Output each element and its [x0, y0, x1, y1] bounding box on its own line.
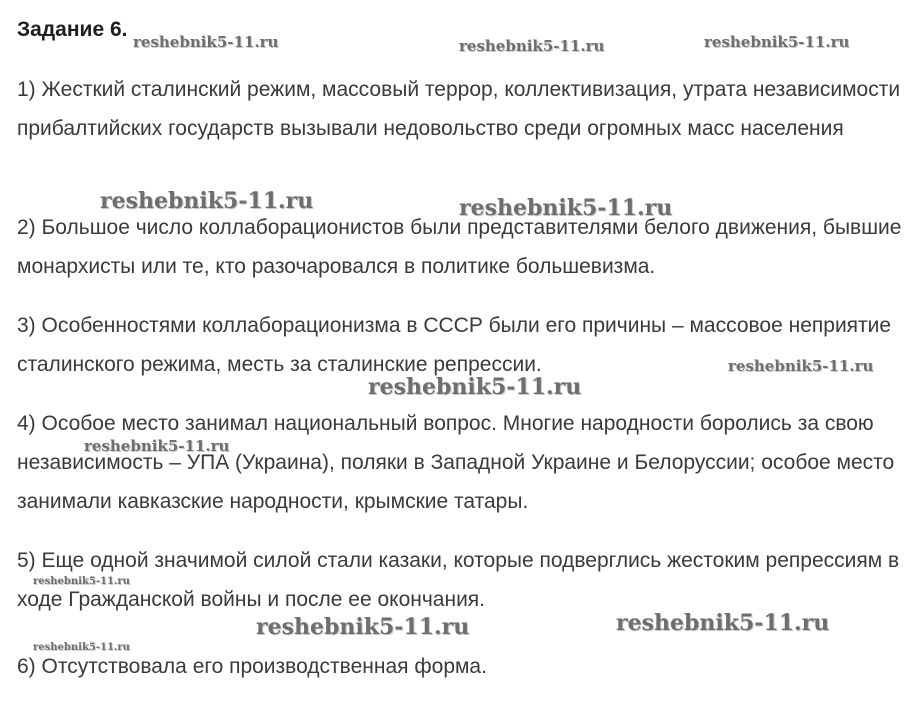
answer-paragraph-6: 6) Отсутствовала его производственная форма. — [17, 655, 487, 678]
answer-paragraph-2: 2) Большое число коллаборационистов были представителями белого движения, бывшие монархисты или те, кто разочаровался в политике большевизма. — [17, 216, 902, 278]
watermark: reshebnik5-11.ru — [616, 610, 830, 636]
watermark: reshebnik5-11.ru — [100, 188, 314, 214]
watermark: reshebnik5-11.ru — [728, 357, 874, 375]
answer-paragraph-3: 3) Особенностями коллаборационизма в СССР были его причины – массовое неприятие сталинского режима, месть за сталинские репрессии. — [17, 314, 892, 376]
watermark: reshebnik5-11.ru — [33, 642, 130, 653]
watermark: reshebnik5-11.ru — [368, 374, 582, 400]
answer-paragraph-1: 1) Жесткий сталинский режим, массовый террор, коллективизация, утрата независимости прибалтийских государств вызывали недовольство среди огромных масс населения — [17, 78, 901, 140]
watermark: reshebnik5-11.ru — [704, 33, 850, 51]
watermark: reshebnik5-11.ru — [459, 195, 673, 221]
answer-paragraph-5: 5) Еще одной значимой силой стали казаки, которые подверглись жестоким репрессиям в ходе Гражданской войны и после ее окончания. — [17, 549, 900, 611]
watermark: reshebnik5-11.ru — [33, 576, 130, 587]
watermark: reshebnik5-11.ru — [459, 37, 605, 55]
answer-paragraph-4: 4) Особое место занимал национальный вопрос. Многие народности боролись за свою независимость – УПА (Украина), поляки в Западной Украине и Белоруссии; особое место занимали кавказские народности, крымские татары. — [17, 412, 895, 513]
task-title: Задание 6. — [17, 18, 128, 41]
watermark: reshebnik5-11.ru — [84, 437, 230, 455]
watermark: reshebnik5-11.ru — [256, 614, 470, 640]
watermark: reshebnik5-11.ru — [133, 33, 279, 51]
